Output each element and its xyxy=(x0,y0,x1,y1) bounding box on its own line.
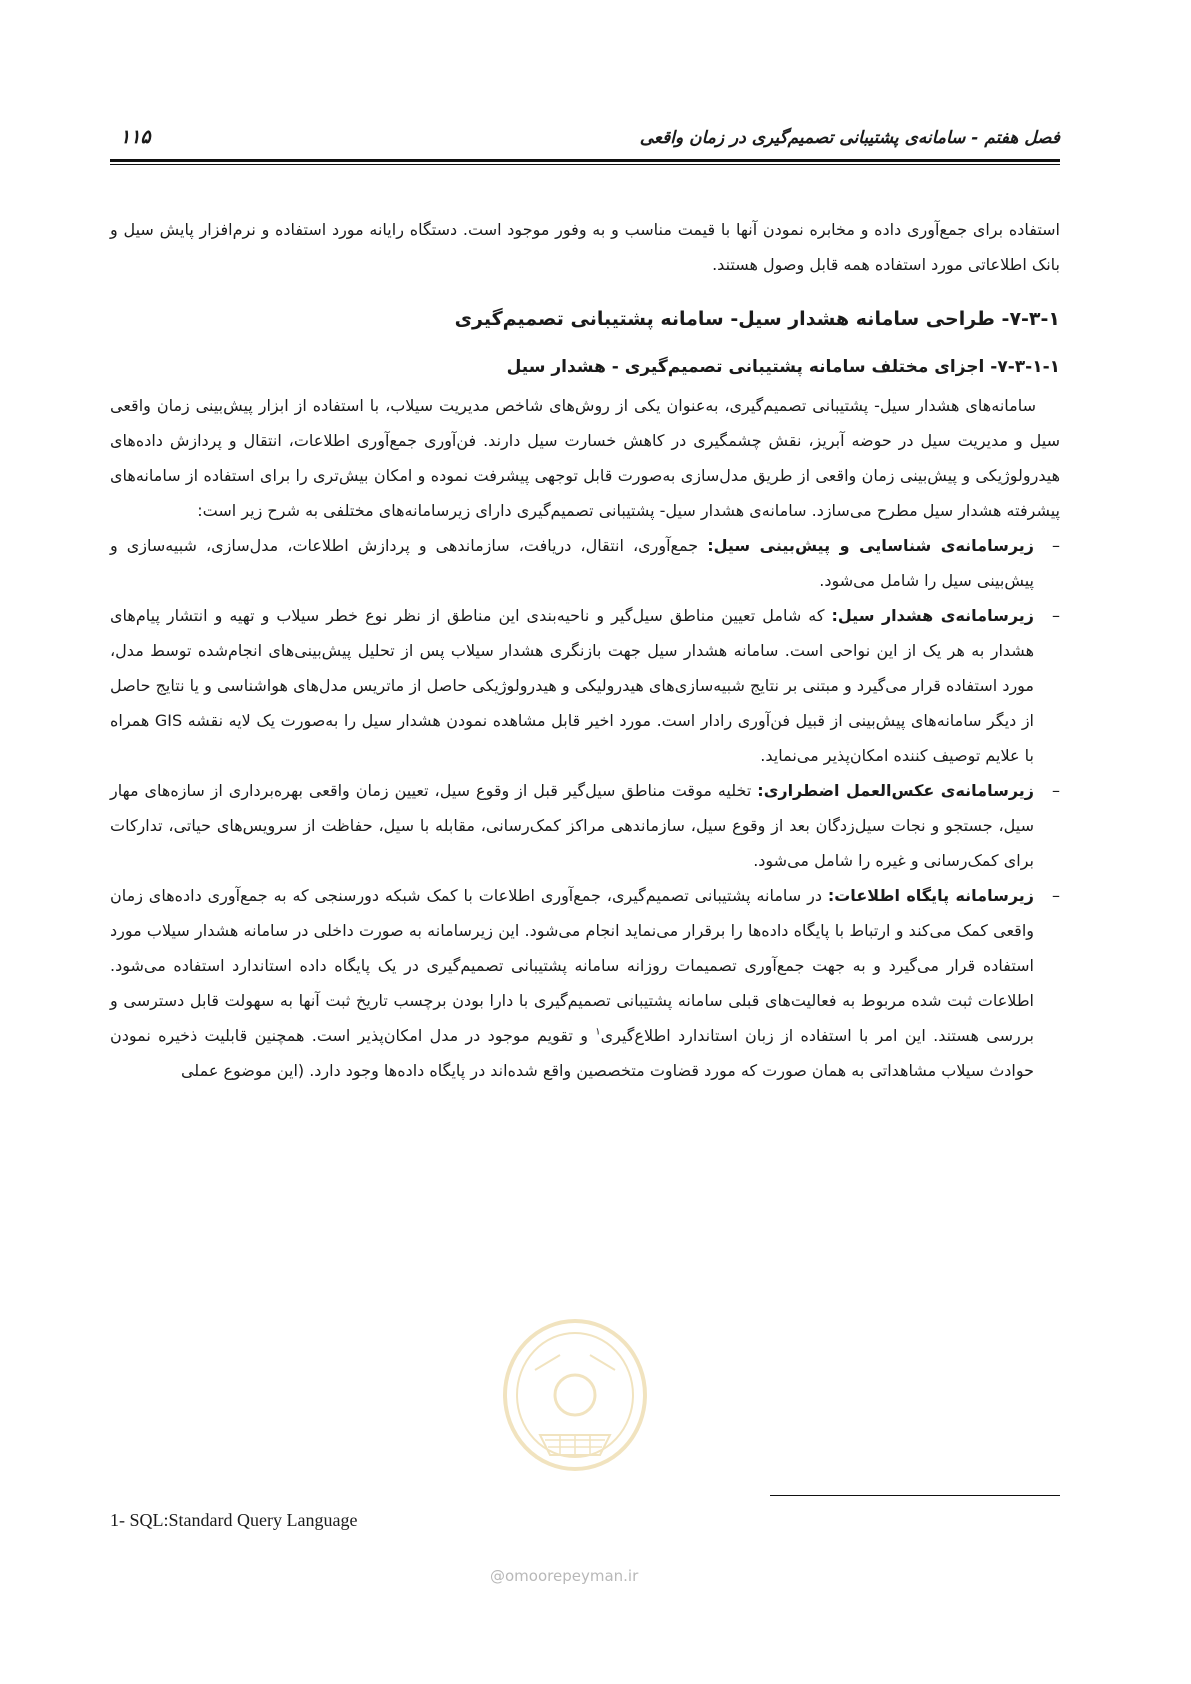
list-item-term: زیرسامانه پایگاه اطلاعات: xyxy=(827,886,1035,905)
subsystem-list xyxy=(110,528,1060,1088)
intro-paragraph: استفاده برای جمع‌آوری داده و مخابره نمودن آنها با قیمت مناسب و به وفور موجود است. دستگاه رایانه مورد استفاده و نرم‌افزار پایش سیل و بانک اطلاعاتی مورد استفاده همه قابل وصول هستند. xyxy=(110,220,1060,274)
list-item-text: و تقویم موجود در مدل امکان‌پذیر است. همچنین قابلیت ذخیره نمودن حوادث سیلاب مشاهداتی به همان صورت که مورد قضاوت متخصصین واقع شده‌اند در پایگاه داده‌ها وجود دارد. (این موضوع عملی xyxy=(110,1026,1034,1080)
list-item-text: جمع‌آوری، انتقال، دریافت، سازماندهی و پردازش اطلاعات، مدل‌سازی، شبیه‌سازی و پیش‌بینی سیل را شامل می‌شود. xyxy=(110,536,1034,590)
running-header xyxy=(110,124,1060,156)
list-item-term: زیرسامانه‌ی هشدار سیل: xyxy=(831,606,1034,625)
list-item xyxy=(110,598,1060,773)
footnote-marker: ۱ xyxy=(595,1026,601,1038)
page-number: ۱۱۵ xyxy=(120,126,151,148)
dash-bullet: – xyxy=(1052,886,1060,905)
list-item xyxy=(110,878,1060,1088)
dash-bullet: – xyxy=(1052,606,1060,625)
list-item-text: در سامانه پشتیبانی تصمیم‌گیری، جمع‌آوری اطلاعات با کمک شبکه دورسنجی که به جمع‌آوری داده‌های زمان واقعی کمک می‌کند و ارتباط با پایگاه داده‌ها را برقرار می‌نماید انجام می‌شود. این زیرسامانه به صورت داخلی در سامانه هشدار سیلاب مورد استفاده قرار می‌گیرد و به جهت جمع‌آوری تصمیمات روزانه سامانه پشتیبانی تصمیم‌گیری در یک پایگاه داده استاندارد استفاده می‌شود. اطلاعات ثبت شده مربوط به فعالیت‌های قبلی سامانه پشتیبانی تصمیم‌گیری با دارا بودن برچسب تاریخ ثبت آنها به سهولت قابل دسترسی و بررسی هستند. این امر با استفاده از زبان استاندارد اطلاع‌گیری xyxy=(110,886,1035,1045)
footnote: 1- SQL:Standard Query Language xyxy=(110,1510,358,1530)
header-divider xyxy=(110,159,1060,165)
chapter-title: فصل هفتم - سامانه‌ی پشتیبانی تصمیم‌گیری در زمان واقعی xyxy=(639,128,1060,148)
dash-bullet: – xyxy=(1052,536,1060,555)
page-body xyxy=(110,212,1060,1088)
list-item-text: که شامل تعیین مناطق سیل‌گیر و ناحیه‌بندی این مناطق از نظر نوع خطر سیلاب و تهیه و انتشار پیام‌های هشدار به هر یک از این نواحی است. سامانه هشدار سیل جهت بازنگری هشدار سیلاب پس از تحلیل پیش‌بینی‌های انجام‌شده توسط مدل، مورد استفاده قرار می‌گیرد و مبتنی بر نتایج شبیه‌سازی‌های هیدرولیکی و هیدرولوژیکی حاصل از ماتریس مدل‌های هواشناسی و یا نتایج حاصل از دیگر سامانه‌های پیش‌بینی از قبیل فن‌آوری رادار است. مورد اخیر قابل مشاهده نمودن هشدار سیل را به‌صورت یک لایه نقشه GIS همراه با علایم توصیف کننده امکان‌پذیر می‌نماید. xyxy=(110,606,1034,765)
list-item-text: تخلیه موقت مناطق سیل‌گیر قبل از وقوع سیل، تعیین زمان واقعی بهره‌برداری از سازه‌های مهار سیل، جستجو و نجات سیل‌زدگان بعد از وقوع سیل، سازماندهی مراکز کمک‌رسانی، مقابله با سیل، حفاظت از سرویس‌های حیاتی، تدارکات برای کمک‌رسانی و غیره را شامل می‌شود. xyxy=(110,781,1034,870)
list-item xyxy=(110,528,1060,598)
subsection-heading: ۷-۳-۱-۱- اجزای مختلف سامانه پشتیبانی تصمیم‌گیری - هشدار سیل xyxy=(506,357,1060,377)
watermark-url: @omoorepeyman.ir xyxy=(490,1567,639,1585)
body-paragraph: سامانه‌های هشدار سیل- پشتیبانی تصمیم‌گیری، به‌عنوان یکی از روش‌های شاخص مدیریت سیلاب، با استفاده از ابزار پیش‌بینی زمان واقعی سیل و مدیریت سیل در حوضه آبریز، نقش چشمگیری در کاهش خسارت سیل دارند. فن‌آوری جمع‌آوری اطلاعات، انتقال و پردازش داده‌های هیدرولوژیکی و پیش‌بینی زمان واقعی از طریق مدل‌سازی به‌صورت قابل توجهی پیشرفت نموده و امکان بیش‌تری را برای استفاده از سامانه‌های پیشرفته هشدار سیل مطرح می‌سازد. سامانه‌ی هشدار سیل- پشتیبانی تصمیم‌گیری دارای زیرسامانه‌های مختلفی به شرح زیر است: xyxy=(110,396,1060,520)
dash-bullet: – xyxy=(1052,781,1060,800)
list-item xyxy=(110,773,1060,878)
section-heading: ۷-۳-۱- طراحی سامانه هشدار سیل- سامانه پشتیبانی تصمیم‌گیری xyxy=(454,308,1060,330)
watermark-seal-icon xyxy=(500,1315,650,1485)
footnote-divider xyxy=(770,1495,1060,1496)
list-item-term: زیرسامانه‌ی شناسایی و پیش‌بینی سیل: xyxy=(707,536,1034,555)
list-item-term: زیرسامانه‌ی عکس‌العمل اضطراری: xyxy=(757,781,1034,800)
